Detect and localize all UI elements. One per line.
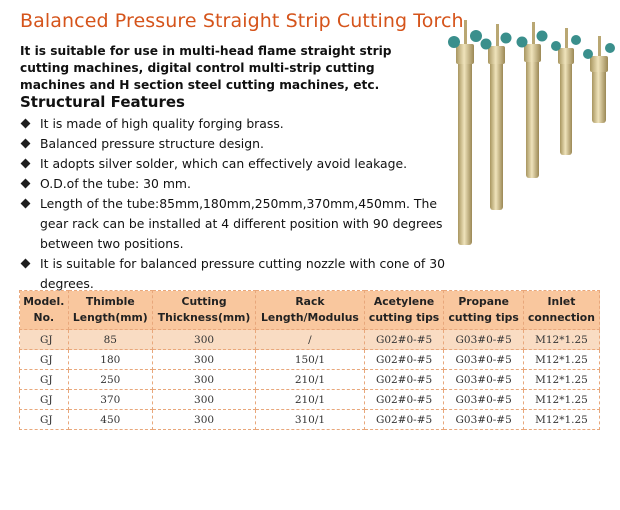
cell-propane: G03#0-#5 bbox=[444, 350, 524, 370]
torch-product-image bbox=[440, 20, 620, 250]
torch-85-icon bbox=[583, 36, 615, 123]
header-model: Model. No. bbox=[20, 291, 69, 330]
feature-item bbox=[22, 174, 462, 194]
features-list bbox=[22, 114, 462, 294]
torch-370-icon bbox=[481, 24, 512, 210]
cell-length: 85 bbox=[68, 330, 152, 350]
cell-propane: G03#0-#5 bbox=[444, 410, 524, 430]
cell-acetylene: G02#0-#5 bbox=[364, 350, 444, 370]
cell-propane: G03#0-#5 bbox=[444, 330, 524, 350]
cell-length: 370 bbox=[68, 390, 152, 410]
header-inlet-connection: Inlet connection bbox=[523, 291, 599, 330]
diamond-bullet-icon bbox=[21, 119, 31, 129]
torch-250-icon bbox=[517, 22, 548, 178]
feature-text: Balanced pressure structure design. bbox=[40, 136, 264, 151]
spec-table bbox=[19, 290, 600, 430]
page-title: Balanced Pressure Straight Strip Cutting Torch bbox=[20, 10, 464, 32]
table-header-row bbox=[20, 291, 600, 330]
feature-text: It is made of high quality forging brass. bbox=[40, 116, 284, 131]
header-cutting-thickness: Cutting Thickness(mm) bbox=[153, 291, 256, 330]
cell-acetylene: G02#0-#5 bbox=[364, 370, 444, 390]
torch-180-icon bbox=[551, 28, 581, 155]
cell-thickness: 300 bbox=[153, 410, 256, 430]
feature-item bbox=[22, 194, 462, 254]
cell-propane: G03#0-#5 bbox=[444, 390, 524, 410]
cell-model: GJ bbox=[20, 350, 69, 370]
cell-inlet: M12*1.25 bbox=[523, 370, 599, 390]
cell-model: GJ bbox=[20, 390, 69, 410]
table-row bbox=[20, 390, 600, 410]
feature-text: It is suitable for balanced pressure cutting nozzle with cone of 30 degrees. bbox=[40, 256, 445, 291]
intro-paragraph: It is suitable for use in multi-head flame straight strip cutting machines, digital control multi-strip cutting machines and H section steel cutting machines, etc. bbox=[20, 44, 392, 92]
cell-inlet: M12*1.25 bbox=[523, 410, 599, 430]
feature-item bbox=[22, 254, 462, 294]
feature-text: It adopts silver solder, which can effectively avoid leakage. bbox=[40, 156, 408, 171]
table-row bbox=[20, 330, 600, 350]
cell-model: GJ bbox=[20, 330, 69, 350]
diamond-bullet-icon bbox=[21, 259, 31, 269]
cell-acetylene: G02#0-#5 bbox=[364, 330, 444, 350]
diamond-bullet-icon bbox=[21, 199, 31, 209]
header-propane-tips: Propane cutting tips bbox=[444, 291, 524, 330]
torch-450-icon bbox=[448, 20, 482, 245]
cell-thickness: 300 bbox=[153, 330, 256, 350]
feature-item bbox=[22, 114, 462, 134]
cell-length: 180 bbox=[68, 350, 152, 370]
cell-rack: 210/1 bbox=[256, 390, 365, 410]
cell-inlet: M12*1.25 bbox=[523, 390, 599, 410]
feature-item bbox=[22, 154, 462, 174]
feature-text: O.D.of the tube: 30 mm. bbox=[40, 176, 191, 191]
cell-thickness: 300 bbox=[153, 370, 256, 390]
cell-acetylene: G02#0-#5 bbox=[364, 410, 444, 430]
cell-rack: / bbox=[256, 330, 365, 350]
diamond-bullet-icon bbox=[21, 139, 31, 149]
cell-length: 250 bbox=[68, 370, 152, 390]
features-heading: Structural Features bbox=[20, 93, 185, 111]
diamond-bullet-icon bbox=[21, 179, 31, 189]
header-acetylene-tips: Acetylene cutting tips bbox=[364, 291, 444, 330]
header-thimble-length: Thimble Length(mm) bbox=[68, 291, 152, 330]
table-row bbox=[20, 410, 600, 430]
cell-rack: 310/1 bbox=[256, 410, 365, 430]
cell-model: GJ bbox=[20, 410, 69, 430]
cell-model: GJ bbox=[20, 370, 69, 390]
feature-item bbox=[22, 134, 462, 154]
cell-acetylene: G02#0-#5 bbox=[364, 390, 444, 410]
cell-inlet: M12*1.25 bbox=[523, 350, 599, 370]
cell-rack: 210/1 bbox=[256, 370, 365, 390]
cell-thickness: 300 bbox=[153, 390, 256, 410]
table-row bbox=[20, 350, 600, 370]
header-rack: Rack Length/Modulus bbox=[256, 291, 365, 330]
cell-rack: 150/1 bbox=[256, 350, 365, 370]
cell-inlet: M12*1.25 bbox=[523, 330, 599, 350]
cell-thickness: 300 bbox=[153, 350, 256, 370]
table-row bbox=[20, 370, 600, 390]
cell-length: 450 bbox=[68, 410, 152, 430]
cell-propane: G03#0-#5 bbox=[444, 370, 524, 390]
feature-text: Length of the tube:85mm,180mm,250mm,370mm,450mm. The gear rack can be installed at 4 different position with 90 degrees between two positions. bbox=[40, 196, 443, 251]
diamond-bullet-icon bbox=[21, 159, 31, 169]
